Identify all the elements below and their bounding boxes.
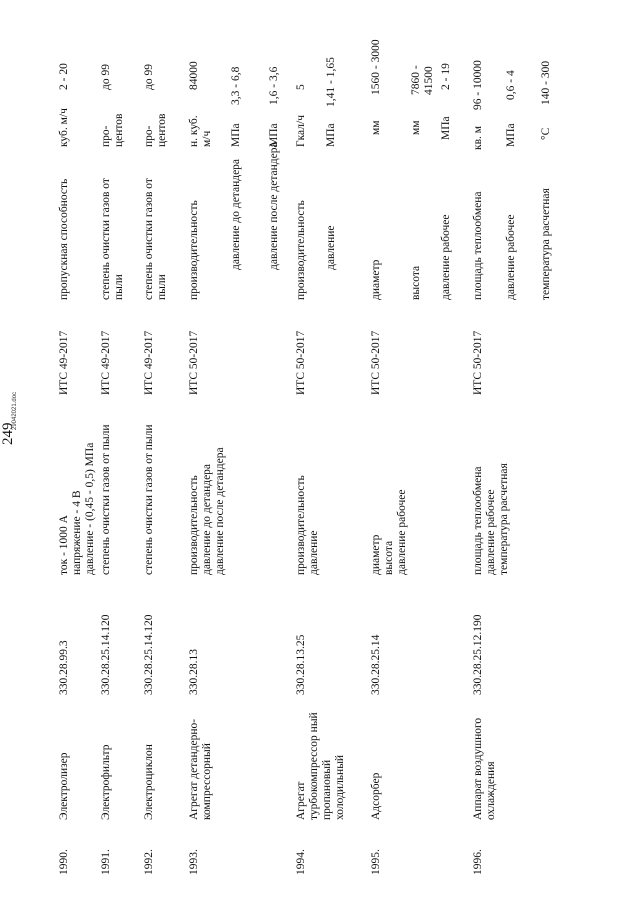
row-code: 330.28.25.14.120	[143, 614, 155, 695]
sub-unit: куб. м/ч	[58, 108, 70, 147]
row-param: давление после детандера	[214, 447, 226, 575]
sub-value: 140 - 300	[540, 60, 552, 105]
row-number: 1990.	[58, 849, 70, 875]
sub-value: 2 - 19	[440, 63, 452, 90]
sub-param: давление после детандера	[268, 142, 280, 270]
row-its: ИТС 49-2017	[100, 330, 112, 395]
sub-value: 3,3 - 6,8	[230, 66, 242, 105]
sub-unit: про- центов	[143, 113, 168, 147]
row-param: давление	[308, 530, 320, 575]
row-name: Агрегат турбокомпрессор ный пропановый холодильный	[295, 712, 346, 820]
sub-unit: МПа	[230, 123, 242, 147]
sub-param: площадь теплообмена	[472, 191, 484, 300]
row-number: 1994.	[295, 849, 307, 875]
sub-unit: про- центов	[100, 113, 125, 147]
row-its: ИТС 50-2017	[472, 330, 484, 395]
row-its: ИТС 49-2017	[143, 330, 155, 395]
sub-unit: МПа	[268, 123, 280, 147]
sub-param: производительность	[295, 200, 307, 300]
sub-param: температура расчетная	[540, 188, 552, 300]
sub-value: 84000	[188, 61, 200, 90]
row-name: Аппарат воздушного охлаждения	[472, 717, 497, 820]
row-param: температура расчетная	[498, 463, 510, 575]
row-number: 1993.	[188, 849, 200, 875]
sub-unit: МПа	[440, 116, 452, 140]
sub-param: высота	[410, 265, 422, 300]
sub-unit: МПа	[505, 123, 517, 147]
sub-param: давление рабочее	[505, 214, 517, 300]
row-number: 1992.	[143, 849, 155, 875]
row-param: напряжение - 4 В	[71, 490, 83, 575]
row-param: давление до детандера	[201, 463, 213, 575]
row-name: Адсорбер	[370, 772, 382, 820]
sub-unit: мм	[370, 120, 382, 135]
sub-unit: н. куб. м/ч	[188, 115, 213, 147]
row-its: ИТС 50-2017	[295, 330, 307, 395]
sub-param: диаметр	[370, 259, 382, 300]
row-param: степень очистки газов от пыли	[100, 424, 112, 575]
sub-value: 0,6 - 4	[505, 70, 517, 100]
row-param: степень очистки газов от пыли	[143, 424, 155, 575]
sub-param: степень очистки газов от пыли	[143, 178, 168, 300]
row-param: давление - (0,45 - 0,5) МПа	[84, 442, 96, 575]
sub-unit: °С	[540, 127, 552, 140]
row-param: площадь теплообмена	[472, 466, 484, 575]
sub-value: 2 - 20	[58, 63, 70, 90]
row-code: 330.28.25.12.190	[472, 614, 484, 695]
row-name: Электрофильтр	[100, 744, 112, 820]
row-its: ИТС 50-2017	[370, 330, 382, 395]
sub-unit: Гкал/ч	[295, 115, 307, 147]
row-name: Электроциклон	[143, 744, 155, 820]
sub-param: давление рабочее	[440, 214, 452, 300]
sub-param: давление	[325, 225, 337, 270]
sub-value: 1,41 - 1,65	[325, 57, 337, 107]
row-param: ток - 1000 А	[58, 515, 70, 575]
row-code: 330.28.13	[188, 649, 200, 695]
row-number: 1991.	[100, 849, 112, 875]
row-number: 1996.	[472, 849, 484, 875]
row-param: давление рабочее	[485, 489, 497, 575]
sub-value: 1560 - 3000	[370, 39, 382, 95]
sub-unit: мм	[410, 120, 422, 135]
row-its: ИТС 49-2017	[58, 330, 70, 395]
sub-param: степень очистки газов от пыли	[100, 178, 125, 300]
row-name: Электролизер	[58, 752, 70, 820]
sub-param: пропускная способность	[58, 178, 70, 300]
sub-param: давление до детандера	[230, 158, 242, 270]
row-param: производительность	[295, 475, 307, 575]
row-param: производительность	[188, 475, 200, 575]
sub-value: 5	[295, 84, 307, 90]
row-code: 330.28.13.25	[295, 634, 307, 695]
row-param: давление рабочее	[396, 489, 408, 575]
row-number: 1995.	[370, 849, 382, 875]
row-param: высота	[383, 540, 395, 575]
sub-unit: кв. м	[472, 125, 484, 150]
row-code: 330.28.99.3	[58, 640, 70, 695]
sub-value: 7860 - 41500	[410, 65, 435, 95]
sub-unit: МПа	[325, 123, 337, 147]
sub-value: до 99	[143, 64, 155, 90]
sub-value: 96 - 10000	[472, 60, 484, 110]
sub-value: 1,6 - 3,6	[268, 66, 280, 105]
row-param: диаметр	[370, 534, 382, 575]
row-code: 330.28.25.14.120	[100, 614, 112, 695]
row-code: 330.28.25.14	[370, 634, 382, 695]
page-number: 249	[0, 422, 16, 445]
sub-value: до 99	[100, 64, 112, 90]
row-its: ИТС 50-2017	[188, 330, 200, 395]
row-name: Агрегат детандерно- компрессорный	[188, 718, 213, 820]
sub-param: производительность	[188, 200, 200, 300]
footer-code: 29042021.doc	[12, 391, 18, 430]
